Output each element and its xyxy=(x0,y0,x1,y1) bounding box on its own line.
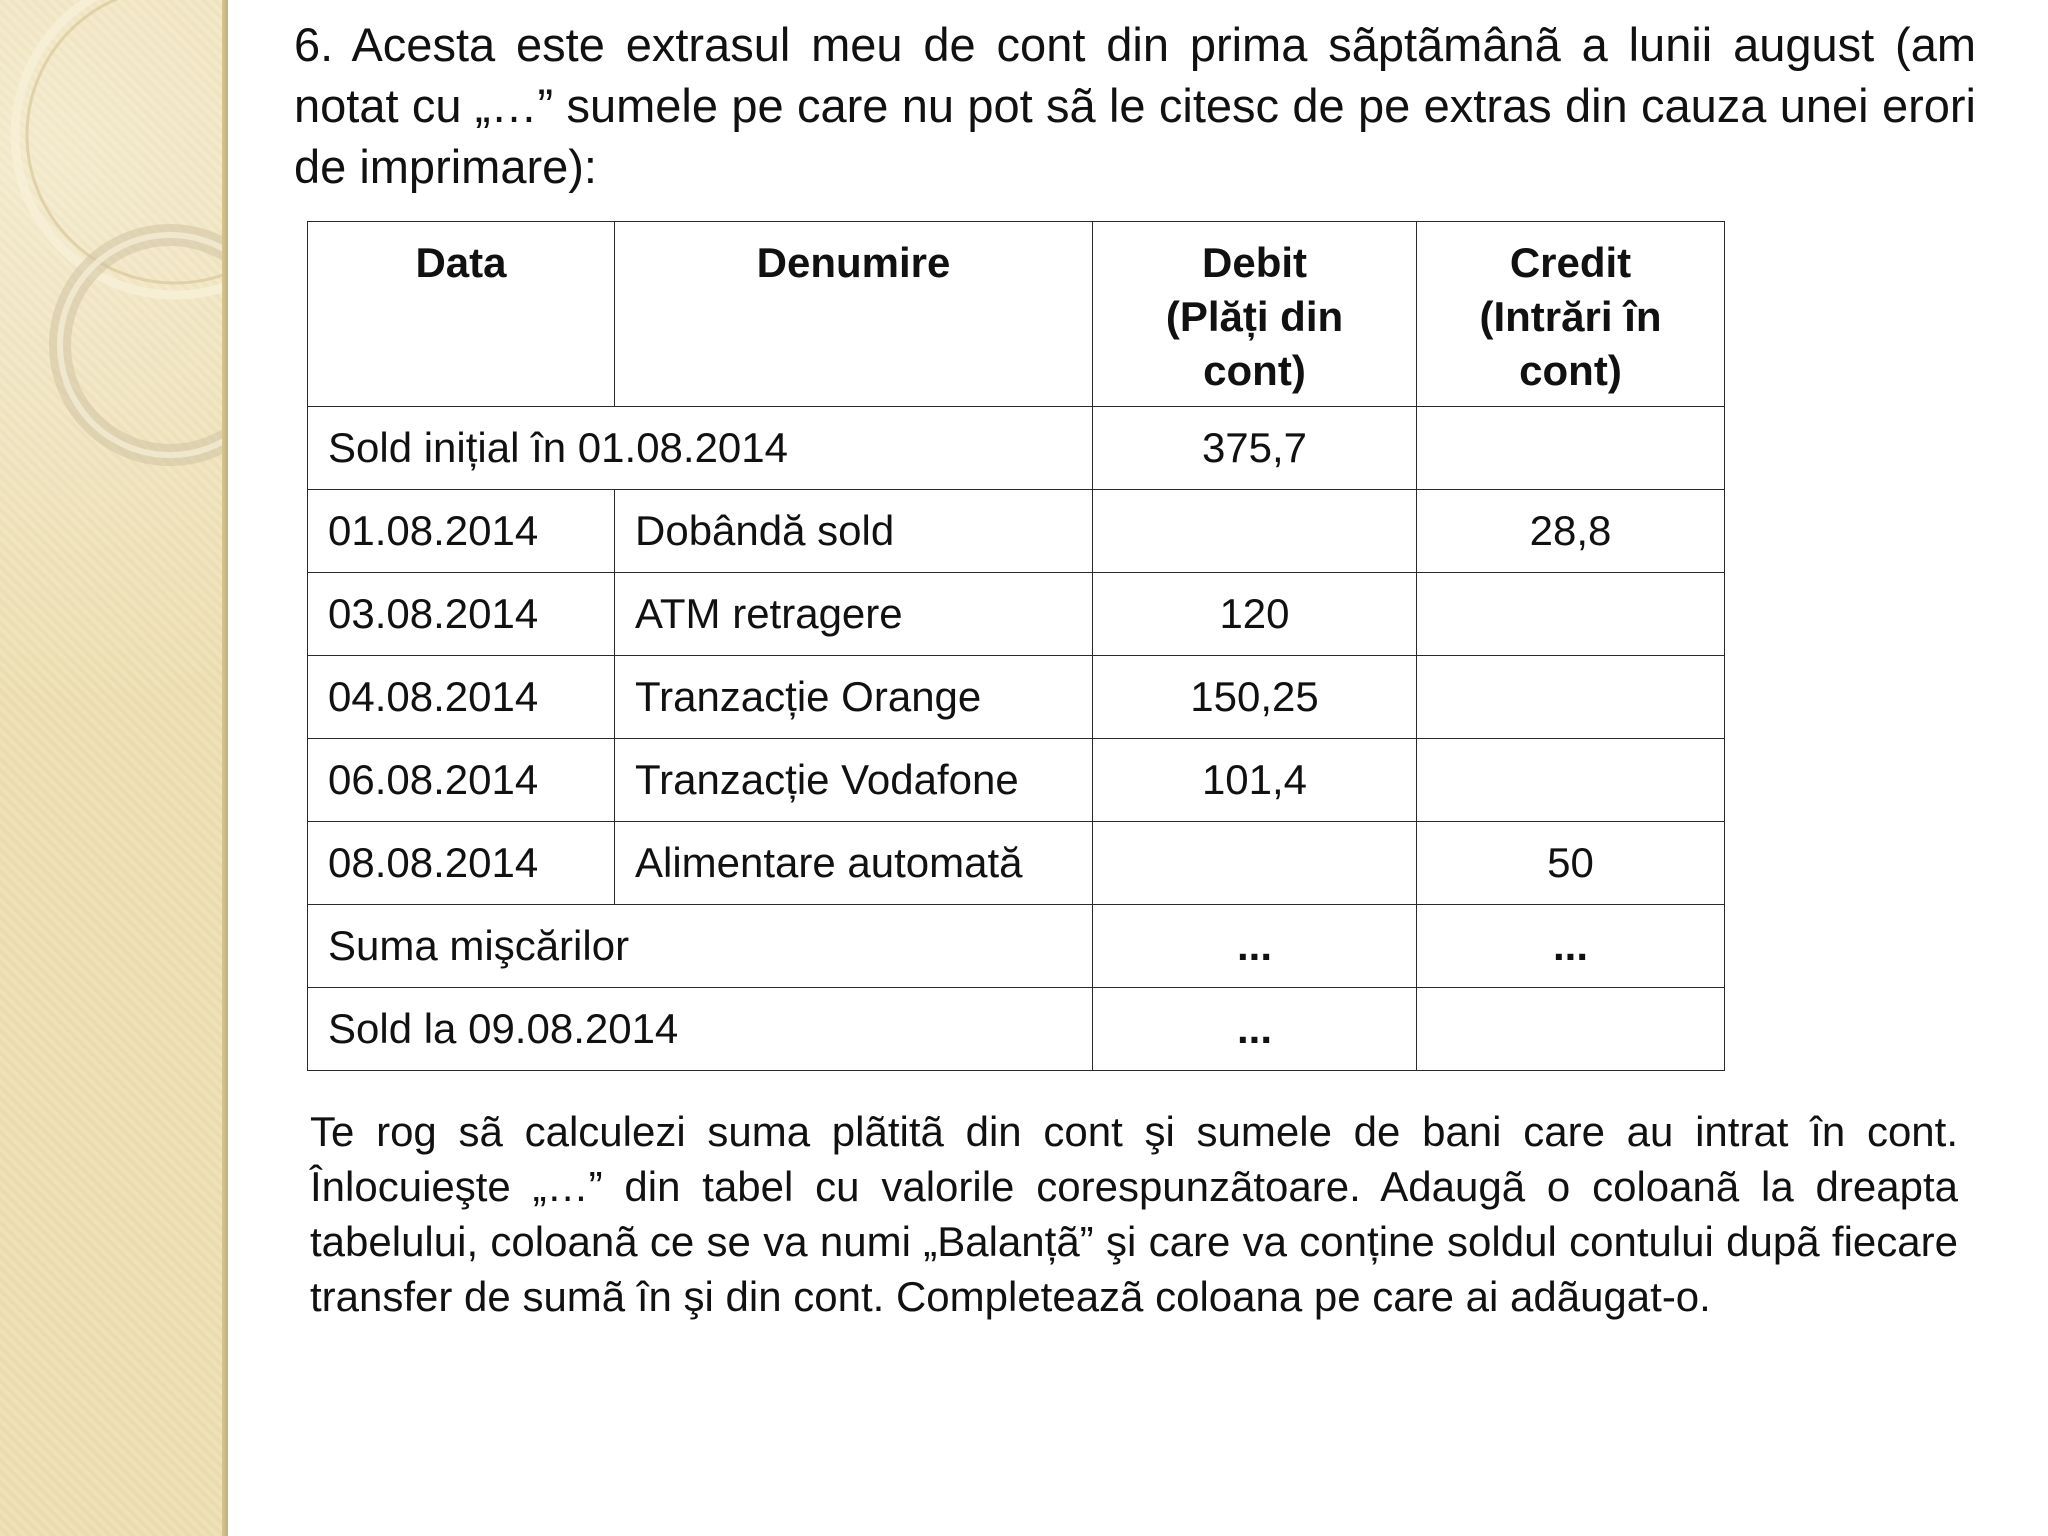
row-date: 03.08.2014 xyxy=(308,573,615,656)
row-date: 08.08.2014 xyxy=(308,822,615,905)
opening-debit: 375,7 xyxy=(1093,407,1417,490)
header-name: Denumire xyxy=(615,222,1093,407)
row-debit xyxy=(1093,822,1417,905)
row-date: 04.08.2014 xyxy=(308,656,615,739)
header-credit xyxy=(1417,222,1725,407)
table-row xyxy=(308,739,1725,822)
account-statement-table xyxy=(307,221,1725,1071)
closing-debit: ... xyxy=(1093,988,1417,1071)
row-name: Tranzacție Vodafone xyxy=(615,739,1093,822)
movements-sum-row xyxy=(308,905,1725,988)
row-credit xyxy=(1417,656,1725,739)
movements-label: Suma mişcărilor xyxy=(308,905,1093,988)
row-credit: 28,8 xyxy=(1417,490,1725,573)
opening-credit xyxy=(1417,407,1725,490)
row-debit: 101,4 xyxy=(1093,739,1417,822)
closing-balance-row xyxy=(308,988,1725,1071)
header-debit-sub2: cont) xyxy=(1203,347,1306,394)
table-row xyxy=(308,822,1725,905)
instructions-paragraph: Te rog sã calculezi suma plãtitã din cont şi sumele de bani care au intrat în cont. Înlocuieşte „…” din tabel cu valorile corespunzãtoare. Adaugã o coloanã la dreapta tabelului, coloanã ce se va numi „Balanțã” şi care va conține soldul contului dupã fiecare transfer de sumã în şi din cont. Completeazã coloana pe care ai adãugat-o. xyxy=(310,1108,1958,1320)
closing-credit xyxy=(1417,988,1725,1071)
header-credit-sub2: cont) xyxy=(1519,347,1622,394)
movements-debit: ... xyxy=(1093,905,1417,988)
movements-credit: ... xyxy=(1417,905,1725,988)
row-date: 06.08.2014 xyxy=(308,739,615,822)
table-header-row xyxy=(308,222,1725,407)
sidebar-edge xyxy=(222,0,228,1536)
opening-balance-row xyxy=(308,407,1725,490)
row-name: Alimentare automată xyxy=(615,822,1093,905)
row-name: Dobândă sold xyxy=(615,490,1093,573)
decorative-sidebar xyxy=(0,0,228,1536)
row-date: 01.08.2014 xyxy=(308,490,615,573)
table-row xyxy=(308,573,1725,656)
header-debit-sub1: (Plăți din xyxy=(1165,293,1344,340)
table-row xyxy=(308,490,1725,573)
row-credit xyxy=(1417,573,1725,656)
row-name: Tranzacție Orange xyxy=(615,656,1093,739)
closing-label: Sold la 09.08.2014 xyxy=(308,988,1093,1071)
intro-paragraph: 6. Acesta este extrasul meu de cont din prima sãptãmânã a lunii august (am notat cu „…” sumele pe care nu pot sã le citesc de pe extras din cauza unei erori de imprimare): xyxy=(294,18,1976,193)
row-debit: 150,25 xyxy=(1093,656,1417,739)
header-credit-sub1: (Intrări în xyxy=(1479,293,1662,340)
row-debit xyxy=(1093,490,1417,573)
table-row xyxy=(308,656,1725,739)
header-date: Data xyxy=(308,222,615,407)
opening-label: Sold inițial în 01.08.2014 xyxy=(308,407,1093,490)
row-credit: 50 xyxy=(1417,822,1725,905)
header-credit-title: Credit xyxy=(1509,239,1632,286)
ring-small xyxy=(60,235,228,455)
decorative-rings xyxy=(0,0,228,1536)
row-name: ATM retragere xyxy=(615,573,1093,656)
row-credit xyxy=(1417,739,1725,822)
header-debit-title: Debit xyxy=(1202,239,1307,286)
header-debit xyxy=(1093,222,1417,407)
row-debit: 120 xyxy=(1093,573,1417,656)
